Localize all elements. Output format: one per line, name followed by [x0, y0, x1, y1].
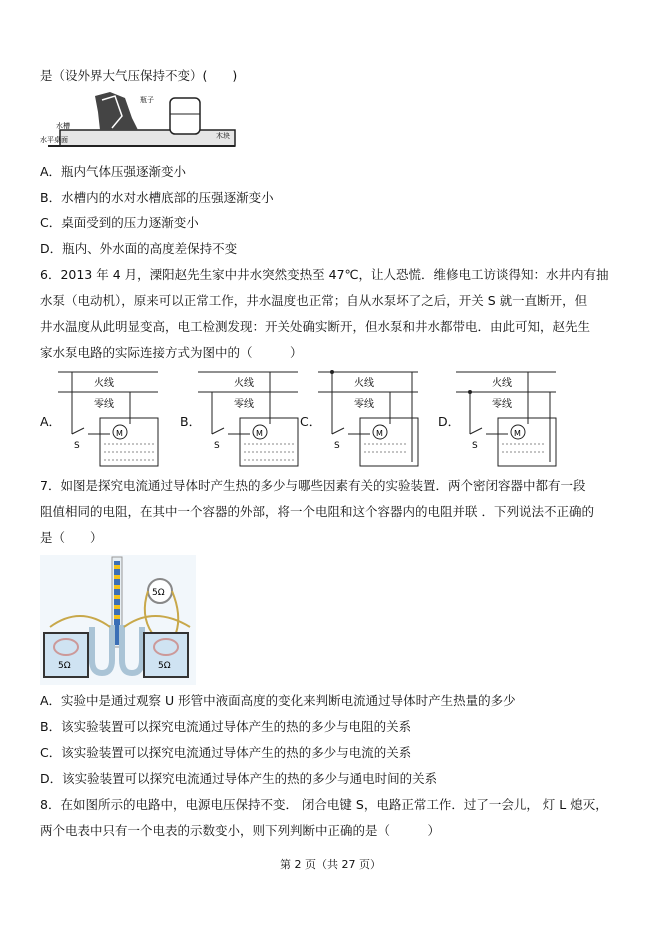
q7-option-d: D．该实验装置可以探究电流通过导体产生的热的多少与通电时间的关系: [40, 771, 438, 786]
q7-line-1: 7．如图是探究电流通过导体时产生热的多少与哪些因素有关的实验装置．两个密闭容器中都有一段: [40, 478, 586, 493]
label-bottle: 瓶子: [140, 96, 154, 104]
live-wire-label: 火线: [492, 378, 512, 389]
label-sink: 水槽: [56, 122, 70, 130]
neutral-wire-label: 零线: [94, 399, 114, 410]
neutral-wire-label: 零线: [234, 399, 254, 410]
q6-circuit-d: [456, 366, 566, 474]
q7-figure: [40, 555, 196, 689]
q5-stem-tail: 是（设外界大气压保持不变）( ): [40, 68, 238, 83]
motor-label: M: [376, 429, 383, 438]
q5-option-b: B．水槽内的水对水槽底部的压强逐渐变小: [40, 190, 274, 205]
q7-option-b: B．该实验装置可以探究电流通过导体产生的热的多少与电阻的关系: [40, 719, 412, 734]
switch-label: S: [472, 441, 478, 451]
q6-option-c-letter: C．: [300, 414, 322, 429]
bottle-in-sink-diagram: [40, 88, 240, 156]
q7-line-2: 阻值相同的电阻，在其中一个容器的外部，将一个电阻和这个容器内的电阻并联 ．下列说法不正确的: [40, 504, 594, 519]
q6-circuit-b: [198, 366, 308, 474]
switch-label: S: [334, 441, 340, 451]
q6-option-b-letter: B．: [180, 414, 202, 429]
page-footer: 第 2 页（共 27 页）: [280, 858, 381, 871]
q6-line-3: 井水温度从此明显变高，电工检测发现：开关处确实断开，但水泵和井水都带电．由此可知，赵先生: [40, 319, 591, 334]
q8-line-1: 8．在如图所示的电路中，电源电压保持不变． 闭合电键 S，电路正常工作．过了一会儿， 灯 L 熄灭，: [40, 797, 608, 812]
live-wire-label: 火线: [354, 378, 374, 389]
label-sink-bottom: 水平桌面: [40, 136, 68, 144]
label-wood: 木块: [216, 132, 230, 140]
motor-label: M: [514, 429, 521, 438]
live-wire-label: 火线: [234, 378, 254, 389]
q6-circuit-a: [58, 366, 168, 474]
motor-label: M: [116, 429, 123, 438]
switch-label: S: [214, 441, 220, 451]
q5-option-c: C．桌面受到的压力逐渐变小: [40, 215, 199, 230]
q5-figure: [40, 88, 240, 160]
q8-line-2: 两个电表中只有一个电表的示数变小，则下列判断中正确的是（ ）: [40, 823, 441, 838]
q6-option-a-letter: A．: [40, 414, 62, 429]
motor-label: M: [256, 429, 263, 438]
q6-option-d-letter: D．: [438, 414, 461, 429]
q5-option-a: A．瓶内气体压强逐渐变小: [40, 164, 187, 179]
q7-option-c: C．该实验装置可以探究电流通过导体产生的热的多少与电流的关系: [40, 745, 412, 760]
live-wire-label: 火线: [94, 378, 114, 389]
q6-line-4: 家水泵电路的实际连接方式为图中的（ ）: [40, 345, 303, 360]
neutral-wire-label: 零线: [492, 399, 512, 410]
q6-line-1: 6．2013 年 4 月，溧阳赵先生家中井水突然变热至 47℃，让人恐慌．维修电工访谈得知：水井内有抽: [40, 267, 609, 282]
q6-line-2: 水泵（电动机），原来可以正常工作，井水温度也正常；自从水泵坏了之后，开关 S 就一直断开，但: [40, 293, 588, 308]
q6-circuit-c: [318, 366, 428, 474]
resistor-left-label: 5Ω: [58, 661, 71, 671]
neutral-wire-label: 零线: [354, 399, 374, 410]
q7-line-3: 是（ ）: [40, 530, 103, 545]
resistor-right-label: 5Ω: [158, 661, 171, 671]
q5-option-d: D．瓶内、外水面的高度差保持不变: [40, 241, 238, 256]
switch-label: S: [74, 441, 80, 451]
resistor-outside-label: 5Ω: [152, 588, 165, 598]
q7-option-a: A．实验中是通过观察 U 形管中液面高度的变化来判断电流通过导体时产生热量的多少: [40, 693, 516, 708]
joule-heating-apparatus: [40, 555, 196, 685]
